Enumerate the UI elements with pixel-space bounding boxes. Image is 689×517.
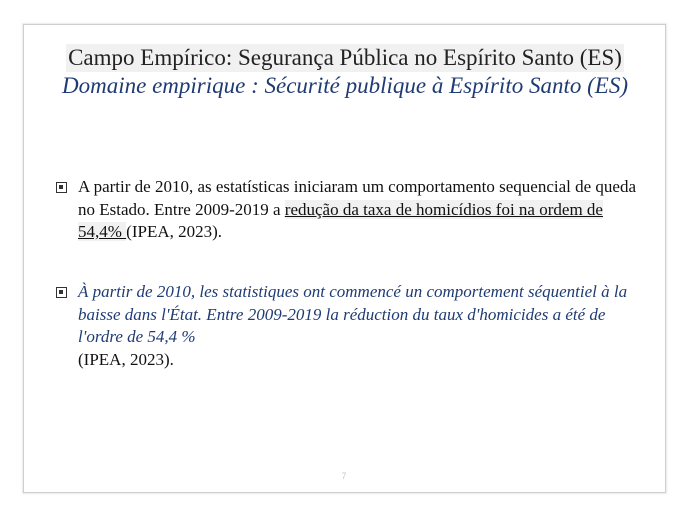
bullet-text-portuguese <box>78 176 636 244</box>
bullet-french-text: À partir de 2010, les statistiques ont commencé un comportement séquentiel à la baisse dans l'État. Entre 2009-2019 la réduction du taux d'homicides a été de l'ordre de 54,4 % <box>78 282 628 346</box>
square-bullet-icon <box>56 287 67 298</box>
slide-title <box>54 44 636 100</box>
bullet-underlined-text: redução da taxa de homicídios foi na ordem de 54,4% <box>78 199 603 241</box>
square-bullet-icon <box>56 182 67 193</box>
bullet-french-reference: (IPEA, 2023). <box>78 349 174 369</box>
title-french: Domaine empirique : Sécurité publique à Espírito Santo (ES) <box>62 73 628 98</box>
bullet-text-before: A partir de 2010, as estatísticas iniciaram um comportamento sequencial de queda no Estado. Entre 2009-2019 a <box>78 177 636 219</box>
bullet-portuguese <box>56 176 636 244</box>
title-portuguese: Campo Empírico: Segurança Pública no Espírito Santo (ES) <box>68 45 622 70</box>
bullet-text-after: (IPEA, 2023). <box>126 222 223 241</box>
bullet-text-french <box>78 281 636 371</box>
bullet-french <box>56 281 636 371</box>
page-number: 7 <box>341 471 347 481</box>
